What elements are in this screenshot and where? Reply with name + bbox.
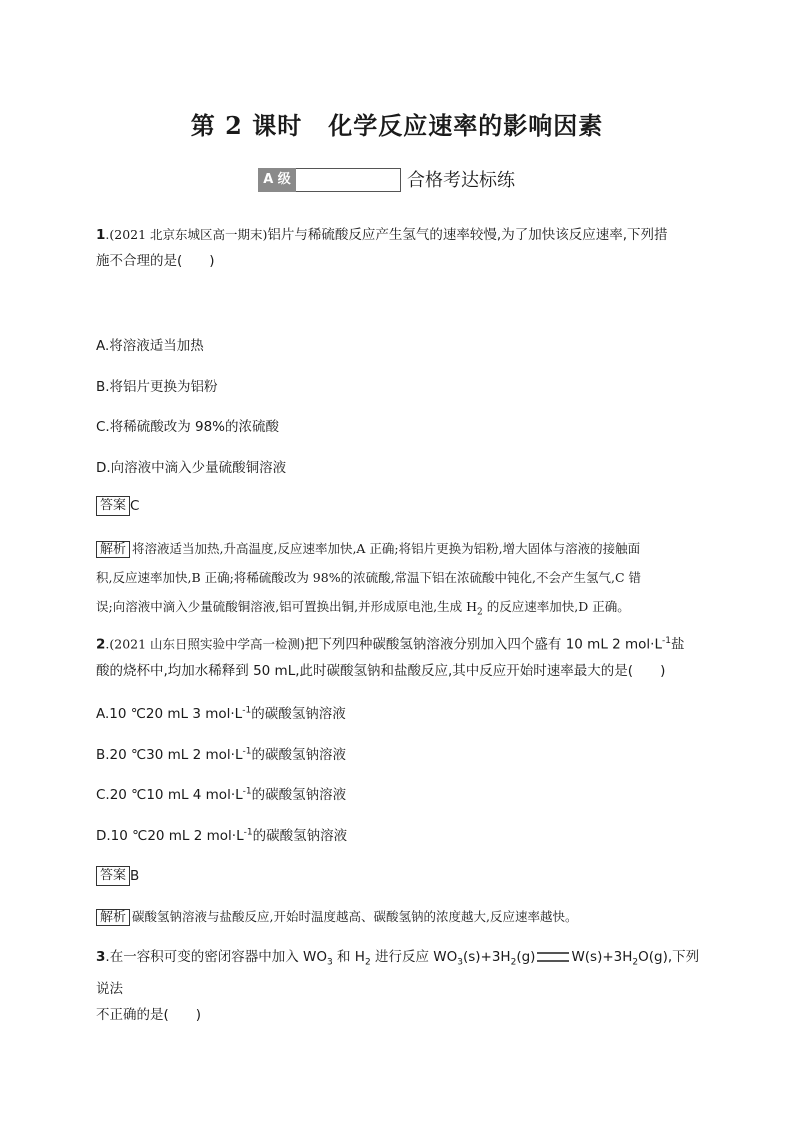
question-source: .(2021 北京东城区高一期末)	[105, 227, 268, 242]
q1-option-c: C.将稀硫酸改为 98%的浓硫酸	[96, 419, 280, 435]
grade-header	[258, 166, 515, 192]
question-1-stem: 1.(2021 北京东城区高一期末)铝片与稀硫酸反应产生氢气的速率较慢,为了加快该反应速率,下列措 施不合理的是( )	[96, 227, 668, 269]
grade-label: 合格考达标练	[407, 170, 515, 191]
q1-option-a: A.将溶液适当加热	[96, 338, 204, 354]
question-number: 1	[96, 227, 106, 243]
question-3-stem: 3.在一容积可变的密闭容器中加入 $WO_3$ 和 $H_2$ 进行反应 $WO_3(s)+3H_2(g)$ $W(s)+3H_2O(g)$,下列说法 不正确的是( )	[96, 949, 700, 1023]
q2-option-b: B.20 ℃30 mL 2 $mol\cdot L^{-1}$的碳酸氢钠溶液	[96, 746, 346, 763]
question-number: 3	[96, 949, 106, 965]
lesson-number: 第 2 课时	[190, 111, 303, 140]
explain-tag: 解析	[96, 541, 130, 558]
answer-value: C	[130, 498, 140, 514]
equilibrium-arrow-icon	[537, 952, 569, 962]
lesson-title: 化学反应速率的影响因素	[328, 111, 604, 140]
q2-option-a: A.10 ℃20 mL 3 $mol\cdot L^{-1}$的碳酸氢钠溶液	[96, 705, 346, 722]
answer-value: B	[130, 868, 140, 884]
explain-tag: 解析	[96, 909, 130, 926]
q1-answer	[96, 496, 139, 516]
grade-badge: A 级	[258, 168, 296, 192]
question-number: 2	[96, 636, 106, 653]
question-source: .(2021 山东日照实验中学高一检测)	[105, 636, 305, 652]
q2-explanation: 解析 碳酸氢钠溶液与盐酸反应,开始时温度越高、碳酸氢钠的浓度越大,反应速率越快。	[96, 902, 708, 931]
q2-option-d: D.10 ℃20 mL 2 $mol\cdot L^{-1}$的碳酸氢钠溶液	[96, 827, 348, 844]
answer-tag: 答案	[96, 496, 130, 516]
question-2-stem: 2.(2021 山东日照实验中学高一检测)把下列四种碳酸氢钠溶液分别加入四个盛有 10 mL 2 $mol\cdot L^{-1}$盐 酸的烧杯中,均加水稀释到 50 mL,此时碳酸氢钠和盐酸反应,其中反应开始时速率最大的是( )	[96, 636, 685, 679]
q1-option-b: B.将铝片更换为铝粉	[96, 379, 218, 395]
page-title	[0, 106, 794, 141]
answer-tag: 答案	[96, 866, 130, 886]
q2-option-c: C.20 ℃10 mL 4 $mol\cdot L^{-1}$的碳酸氢钠溶液	[96, 786, 347, 803]
q1-option-d: D.向溶液中滴入少量硫酸铜溶液	[96, 460, 287, 476]
grade-box	[296, 168, 401, 192]
q2-answer	[96, 866, 139, 886]
q1-explanation: 解析 将溶液适当加热,升高温度,反应速率加快,A 正确;将铝片更换为铝粉,增大固体与溶液的接触面 积,反应速率加快,B 正确;将稀硫酸改为 98%的浓硫酸,常温下铝在浓硫酸中钝化,不会产生氢气,C 错 误;向溶液中滴入少量硫酸铜溶液,铝可置换出铜,并形成原电池,生成 $H_2$ 的反应速率加快,D 正确。	[96, 541, 642, 618]
